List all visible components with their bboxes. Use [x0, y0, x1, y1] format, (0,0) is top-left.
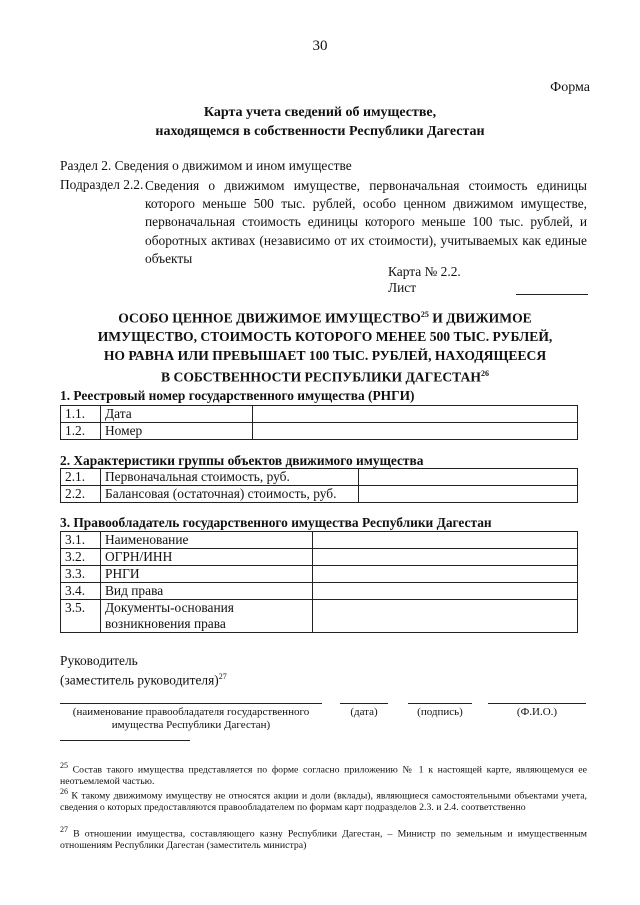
- rightholder-table: [60, 531, 578, 633]
- document-title: [0, 103, 640, 141]
- ogrn-inn-field[interactable]: [313, 549, 578, 566]
- footnote-ref-27: 27: [218, 672, 227, 681]
- rngi-number-field[interactable]: [253, 423, 578, 440]
- footnote-26: $^{26}$ К такому движимому имуществу не относятся акции и доли (вклады), являющиеся самостоятельными объектами учета, сведения о которых предоставляются правообладателем по формам карт подразделов 2.3. и 2.4. соответственно: [60, 787, 587, 814]
- signature-caption: (подпись): [417, 706, 463, 718]
- row-label: Вид права: [101, 583, 313, 600]
- row-number: 2.2.: [61, 486, 101, 503]
- table-row: [61, 583, 578, 600]
- signatory-subtitle: (заместитель руководителя)$^{27}$: [60, 672, 227, 688]
- row-label: ОГРН/ИНН: [101, 549, 313, 566]
- table-row: [61, 486, 578, 503]
- footnote-27: $^{27}$ В отношении имущества, составляющего казну Республики Дагестан, – Министр по земельным и имущественным отношениям Республики Дагестан (заместитель министра): [60, 825, 588, 852]
- fio-caption: (Ф.И.О.): [516, 706, 558, 718]
- row-number: 3.5.: [61, 600, 101, 633]
- book-value-field[interactable]: [359, 486, 578, 503]
- row-number: 3.4.: [61, 583, 101, 600]
- rngi-table: [60, 405, 578, 440]
- sheet-label: Лист: [388, 280, 417, 295]
- row-label: Документы-основания возникновения права: [101, 600, 313, 633]
- heading-line-1: ОСОБО ЦЕННОЕ ДВИЖИМОЕ ИМУЩЕСТВО$^{25}$ И ДВИЖИМОЕ: [118, 310, 532, 326]
- row-label: Балансовая (остаточная) стоимость, руб.: [101, 486, 359, 503]
- row-number: 1.1.: [61, 406, 101, 423]
- heading-line-3: НО РАВНА ИЛИ ПРЕВЫШАЕТ 100 ТЫС. РУБЛЕЙ, НАХОДЯЩЕЕСЯ: [103, 347, 547, 363]
- section-3-title: 3. Правообладатель государственного имущества Республики Дагестан: [60, 515, 492, 530]
- table-row: [61, 566, 578, 583]
- owner-name-line[interactable]: [60, 703, 322, 704]
- date-caption: (дата): [350, 706, 378, 718]
- table-row: [61, 423, 578, 440]
- signatory-title: Руководитель: [60, 653, 138, 668]
- row-number: 1.2.: [61, 423, 101, 440]
- section-caption: Раздел 2. Сведения о движимом и ином имуществе: [60, 158, 352, 173]
- title-line-2: находящемся в собственности Республики Дагестан: [155, 124, 485, 139]
- owner-name-field[interactable]: [313, 532, 578, 549]
- subsection-label: Подраздел 2.2.: [60, 177, 144, 192]
- rngi-date-field[interactable]: [253, 406, 578, 423]
- table-row: [61, 600, 578, 633]
- owner-name-caption: (наименование правообладателя государственного имущества Республики Дагестан): [72, 706, 310, 731]
- table-row: [61, 469, 578, 486]
- title-line-1: Карта учета сведений об имуществе,: [203, 105, 437, 120]
- footnote-ref-25: 25: [420, 310, 429, 319]
- row-number: 3.2.: [61, 549, 101, 566]
- row-label: РНГИ: [101, 566, 313, 583]
- row-number: 3.3.: [61, 566, 101, 583]
- owner-rngi-field[interactable]: [313, 566, 578, 583]
- initial-cost-field[interactable]: [359, 469, 578, 486]
- table-row: [61, 406, 578, 423]
- date-line[interactable]: [340, 703, 388, 704]
- heading-line-4: В СОБСТВЕННОСТИ РЕСПУБЛИКИ ДАГЕСТАН$^{26}$: [161, 369, 489, 385]
- fio-line[interactable]: [488, 703, 586, 704]
- basis-documents-field[interactable]: [313, 600, 578, 633]
- heading-line-2: ИМУЩЕСТВО, СТОИМОСТЬ КОТОРОГО МЕНЕЕ 500 ТЫС. РУБЛЕЙ,: [97, 329, 553, 345]
- card-number: Карта № 2.2.: [388, 264, 461, 279]
- row-label: Дата: [101, 406, 253, 423]
- footnote-ref-26: 26: [480, 369, 489, 379]
- section-1-title: 1. Реестровый номер государственного имущества (РНГИ): [60, 388, 415, 403]
- footnote-separator: [60, 740, 190, 741]
- form-label: Форма: [550, 80, 590, 95]
- row-label: Номер: [101, 423, 253, 440]
- table-row: [61, 532, 578, 549]
- table-row: [61, 549, 578, 566]
- sheet-number-line: [516, 294, 588, 295]
- right-type-field[interactable]: [313, 583, 578, 600]
- page-number: 30: [312, 38, 328, 54]
- signature-line[interactable]: [408, 703, 472, 704]
- footnote-25: $^{25}$ Состав такого имущества представляется по форме согласно приложению № 1 к настоящей карте, являющемуся ее неотъемлемой частью.: [60, 761, 588, 788]
- section-2-title: 2. Характеристики группы объектов движимого имущества: [60, 453, 424, 468]
- row-label: Наименование: [101, 532, 313, 549]
- row-number: 2.1.: [61, 469, 101, 486]
- row-label: Первоначальная стоимость, руб.: [101, 469, 359, 486]
- main-heading: [60, 306, 590, 387]
- row-number: 3.1.: [61, 532, 101, 549]
- subsection-text: Сведения о движимом имуществе, первоначальная стоимость единицы которого меньше 500 тыс. рублей, особо ценном движимом имуществе, первоначальная стоимость единицы которого меньше 100 тыс. рублей, и оборотных активах (независимо от их стоимости), учитываемых как единые объекты: [145, 178, 587, 266]
- characteristics-table: [60, 468, 578, 503]
